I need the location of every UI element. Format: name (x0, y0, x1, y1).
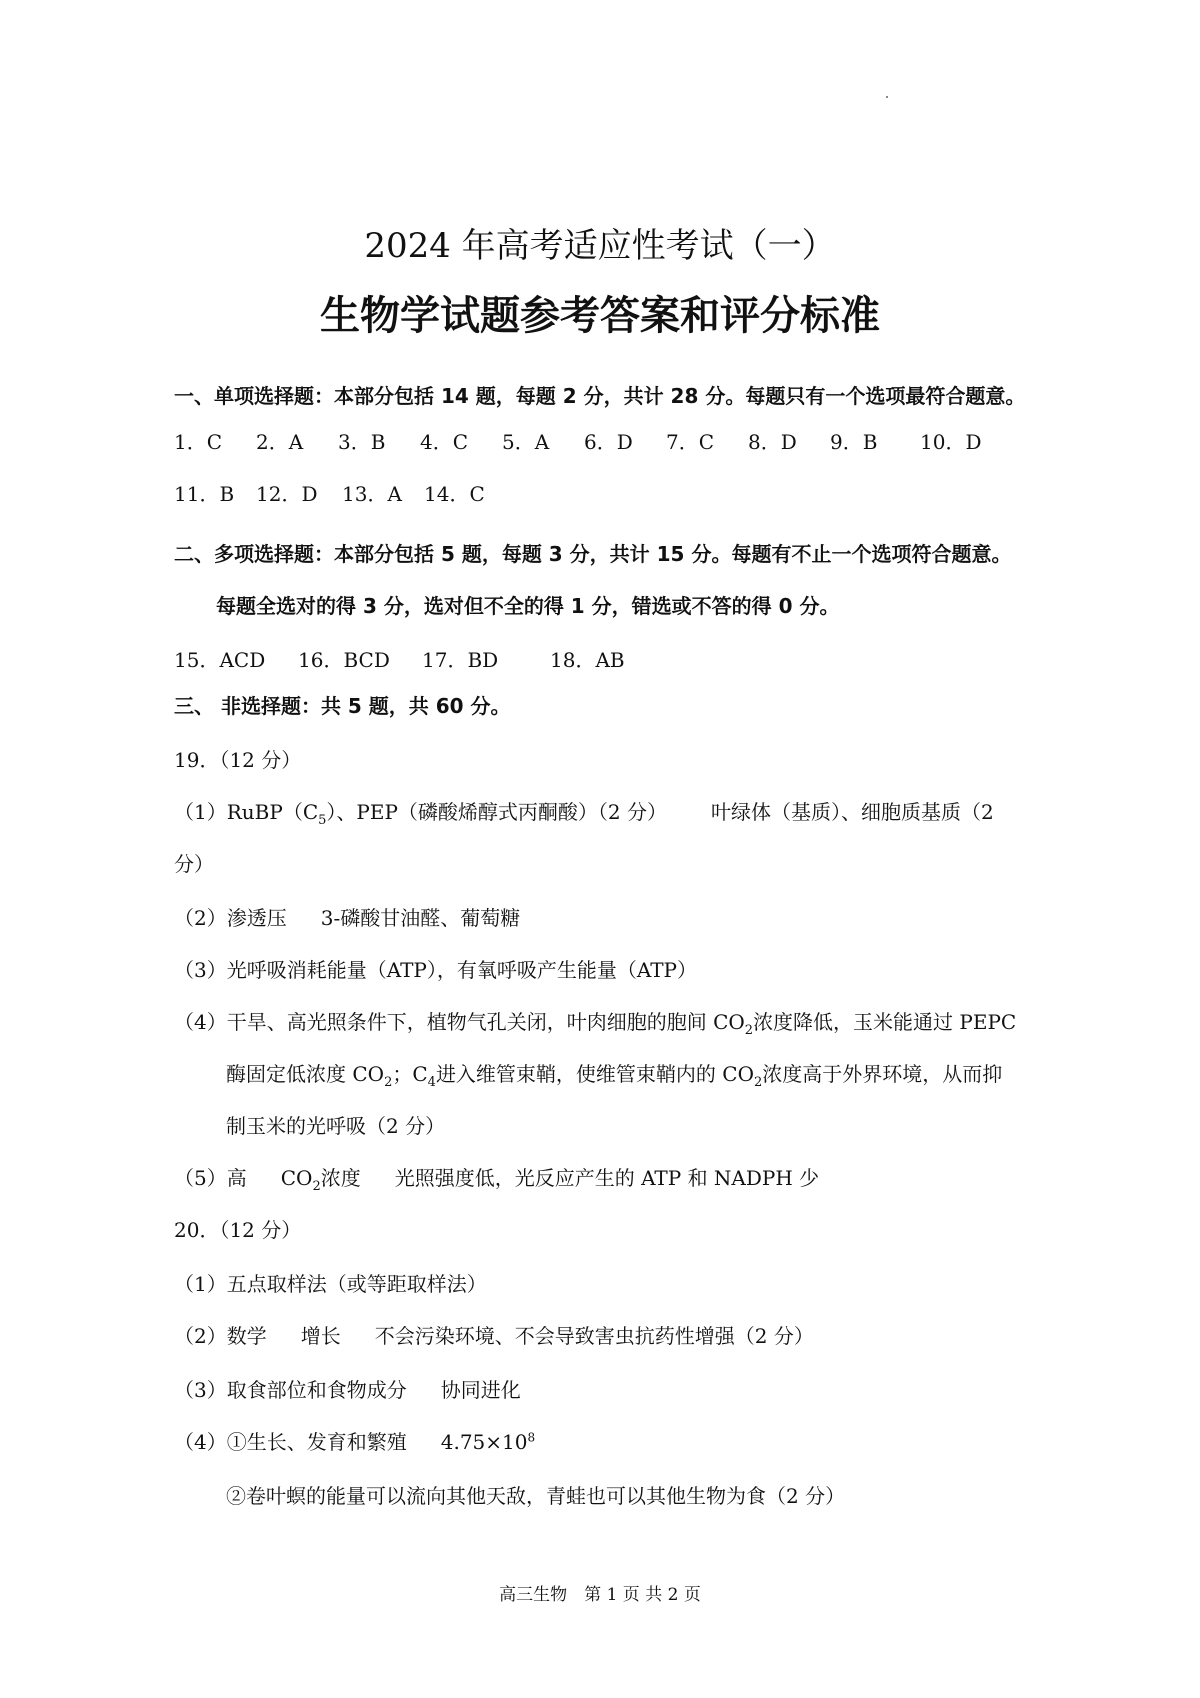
section3-heading: 三、 非选择题：共 5 题，共 60 分。 (174, 694, 511, 718)
q19-part5-text-b: CO (280, 1166, 313, 1190)
answer-14: 14．C (424, 482, 485, 506)
q19-part2-text-a: （2）渗透压 (174, 906, 287, 930)
section2-scoring-rule: 每题全选对的得 3 分，选对但不全的得 1 分，错选或不答的得 0 分。 (216, 594, 840, 618)
answer-16: 16．BCD (298, 648, 390, 672)
q19-part1 (174, 796, 994, 828)
q19-part2-text-b: 3-磷酸甘油醛、葡萄糖 (320, 906, 521, 930)
q19-part1-text-a: （1）RuBP（C (174, 800, 319, 824)
q19-part4-subscript-e: 2 (754, 1075, 763, 1090)
q19-part1-text-c: 叶绿体（基质）、细胞质基质（2 (711, 800, 994, 824)
q19-part4-text-e: 进入维管束鞘，使维管束鞘内的 CO (435, 1062, 754, 1086)
q20-part3 (174, 1374, 521, 1403)
q19-part4-text-f: 浓度高于外界环境，从而抑 (762, 1062, 1003, 1086)
answer-5: 5．A (502, 430, 550, 454)
section1-heading: 一、单项选择题：本部分包括 14 题，每题 2 分，共计 28 分。每题只有一个选项最符合题意。 (174, 384, 1026, 408)
q20-header: 20．（12 分） (174, 1218, 302, 1242)
q20-part4-line1 (174, 1426, 535, 1455)
answer-17: 17．BD (422, 648, 499, 672)
answer-11: 11．B (174, 482, 235, 506)
q20-part4-text-b: 4.75×10 (440, 1430, 528, 1454)
answer-8: 8．D (748, 430, 797, 454)
page-footer: 高三生物 第 1 页 共 2 页 (499, 1585, 701, 1605)
q19-part4-line2 (226, 1058, 1002, 1090)
q19-part4-line1 (174, 1006, 1016, 1038)
q19-part5-text-c: 浓度 (320, 1166, 361, 1190)
answer-15: 15．ACD (174, 648, 266, 672)
answer-12: 12．D (256, 482, 318, 506)
section2-heading: 二、多项选择题：本部分包括 5 题，每题 3 分，共计 15 分。每题有不止一个选项符合题意。 (174, 542, 1012, 566)
q19-part5-subscript: 2 (312, 1179, 321, 1194)
q19-part4-text-b: 浓度降低，玉米能通过 PEPC (753, 1010, 1017, 1034)
scan-speck (886, 96, 888, 98)
q19-part1-text-b: ）、PEP（磷酸烯醇式丙酮酸）（2 分） (326, 800, 668, 824)
q20-part1: （1）五点取样法（或等距取样法） (174, 1272, 487, 1296)
answer-18: 18．AB (550, 648, 625, 672)
q19-part4-subscript-c: 2 (384, 1075, 393, 1090)
answer-6: 6．D (584, 430, 633, 454)
q19-header: 19．（12 分） (174, 748, 302, 772)
q20-part3-text-a: （3）取食部位和食物成分 (174, 1378, 407, 1402)
answer-1: 1．C (174, 430, 223, 454)
q19-part2 (174, 902, 520, 931)
q19-part5-text-d: 光照强度低，光反应产生的 ATP 和 NADPH 少 (394, 1166, 820, 1190)
q20-part2-text-c: 不会污染环境、不会导致害虫抗药性增强（2 分） (374, 1324, 814, 1348)
q19-part4-text-d: ；C (392, 1062, 428, 1086)
q19-part5 (174, 1162, 819, 1194)
q20-part4-text-a: （4）①生长、发育和繁殖 (174, 1430, 407, 1454)
q19-part3: （3）光呼吸消耗能量（ATP），有氧呼吸产生能量（ATP） (174, 958, 698, 982)
q19-part4-subscript-a: 2 (744, 1023, 754, 1038)
q20-part4-line2: ②卷叶螟的能量可以流向其他天敌，青蛙也可以其他生物为食（2 分） (226, 1484, 846, 1508)
q19-part4-text-c: 酶固定低浓度 CO (226, 1062, 385, 1086)
q20-part4-superscript: 8 (527, 1430, 536, 1445)
q19-part1-continued: 分） (174, 852, 214, 876)
answer-3: 3．B (338, 430, 386, 454)
exam-title: 2024 年高考适应性考试（一） (364, 226, 836, 266)
answer-2: 2．A (256, 430, 304, 454)
q19-part4-text-a: （4）干旱、高光照条件下，植物气孔关闭，叶肉细胞的胞间 CO (174, 1010, 745, 1034)
q20-part2-text-b: 增长 (300, 1324, 341, 1348)
answer-4: 4．C (420, 430, 469, 454)
answer-7: 7．C (666, 430, 715, 454)
answer-10: 10．D (920, 430, 982, 454)
document-title: 生物学试题参考答案和评分标准 (320, 293, 880, 339)
q19-part4-subscript-d: 4 (427, 1075, 436, 1090)
q19-part5-text-a: （5）高 (174, 1166, 247, 1190)
answer-9: 9．B (830, 430, 878, 454)
q19-part4-line3: 制玉米的光呼吸（2 分） (226, 1114, 446, 1138)
q20-part3-text-b: 协同进化 (440, 1378, 521, 1402)
q20-part2-text-a: （2）数学 (174, 1324, 267, 1348)
q20-part2 (174, 1320, 814, 1349)
answer-13: 13．A (342, 482, 402, 506)
q19-part1-subscript: 5 (318, 813, 327, 828)
